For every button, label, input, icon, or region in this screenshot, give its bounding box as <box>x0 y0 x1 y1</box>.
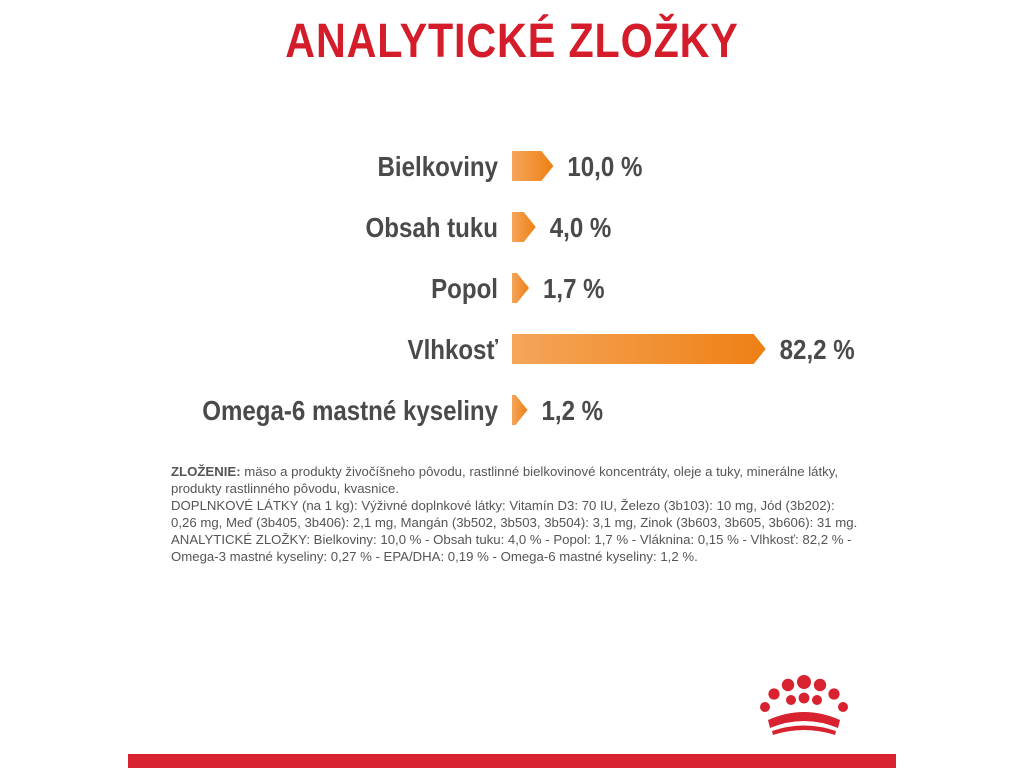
value-label: 1,2 % <box>541 394 604 427</box>
category-label: Vlhkosť <box>407 333 499 366</box>
category-label: Omega-6 mastné kyseliny <box>202 394 499 427</box>
value-label: 82,2 % <box>779 333 855 366</box>
category-label: Obsah tuku <box>365 211 499 244</box>
brand-bar <box>128 754 896 768</box>
page-title: ANALYTICKÉ ZLOŽKY <box>285 15 739 68</box>
bar <box>512 151 553 181</box>
value-label: 10,0 % <box>567 150 643 183</box>
bar <box>512 395 528 425</box>
crown-icon <box>758 674 850 736</box>
bar <box>512 273 529 303</box>
composition-text <box>171 463 861 565</box>
value-label: 1,7 % <box>542 272 605 305</box>
bar <box>512 212 536 242</box>
composition-main <box>171 463 861 497</box>
composition-additives: DOPLNKOVÉ LÁTKY (na 1 kg): Výživné doplnkové látky: Vitamín D3: 70 IU, Železo (3b103): 10 mg, Jód (3b202): 0,26 mg, Meď (3b405, 3b406): 2,1 mg, Mangán (3b502, 3b503, 3b504): 3,1 mg, Zinok (3b603, 3b605, 3b606): 31 mg. <box>171 498 858 530</box>
value-label: 4,0 % <box>549 211 612 244</box>
composition-analytics: ANALYTICKÉ ZLOŽKY: Bielkoviny: 10,0 % - Obsah tuku: 4,0 % - Popol: 1,7 % - Vláknina: 0,15 % - Vlhkosť: 82,2 % - Omega-3 mastné kyseliny: 0,27 % - EPA/DHA: 0,19 % - Omega-6 mastné kyseliny: 1,2 %. <box>171 532 852 564</box>
composition-lead-text: mäso a produkty živočíšneho pôvodu, rastlinné bielkovinové koncentráty, oleje a tuky, minerálne látky, produkty rastlinného pôvodu, kvasnice. <box>171 464 839 496</box>
category-label: Popol <box>431 272 499 305</box>
bar <box>512 334 766 364</box>
category-label: Bielkoviny <box>377 150 499 183</box>
composition-lead-label: ZLOŽENIE: <box>171 464 241 479</box>
